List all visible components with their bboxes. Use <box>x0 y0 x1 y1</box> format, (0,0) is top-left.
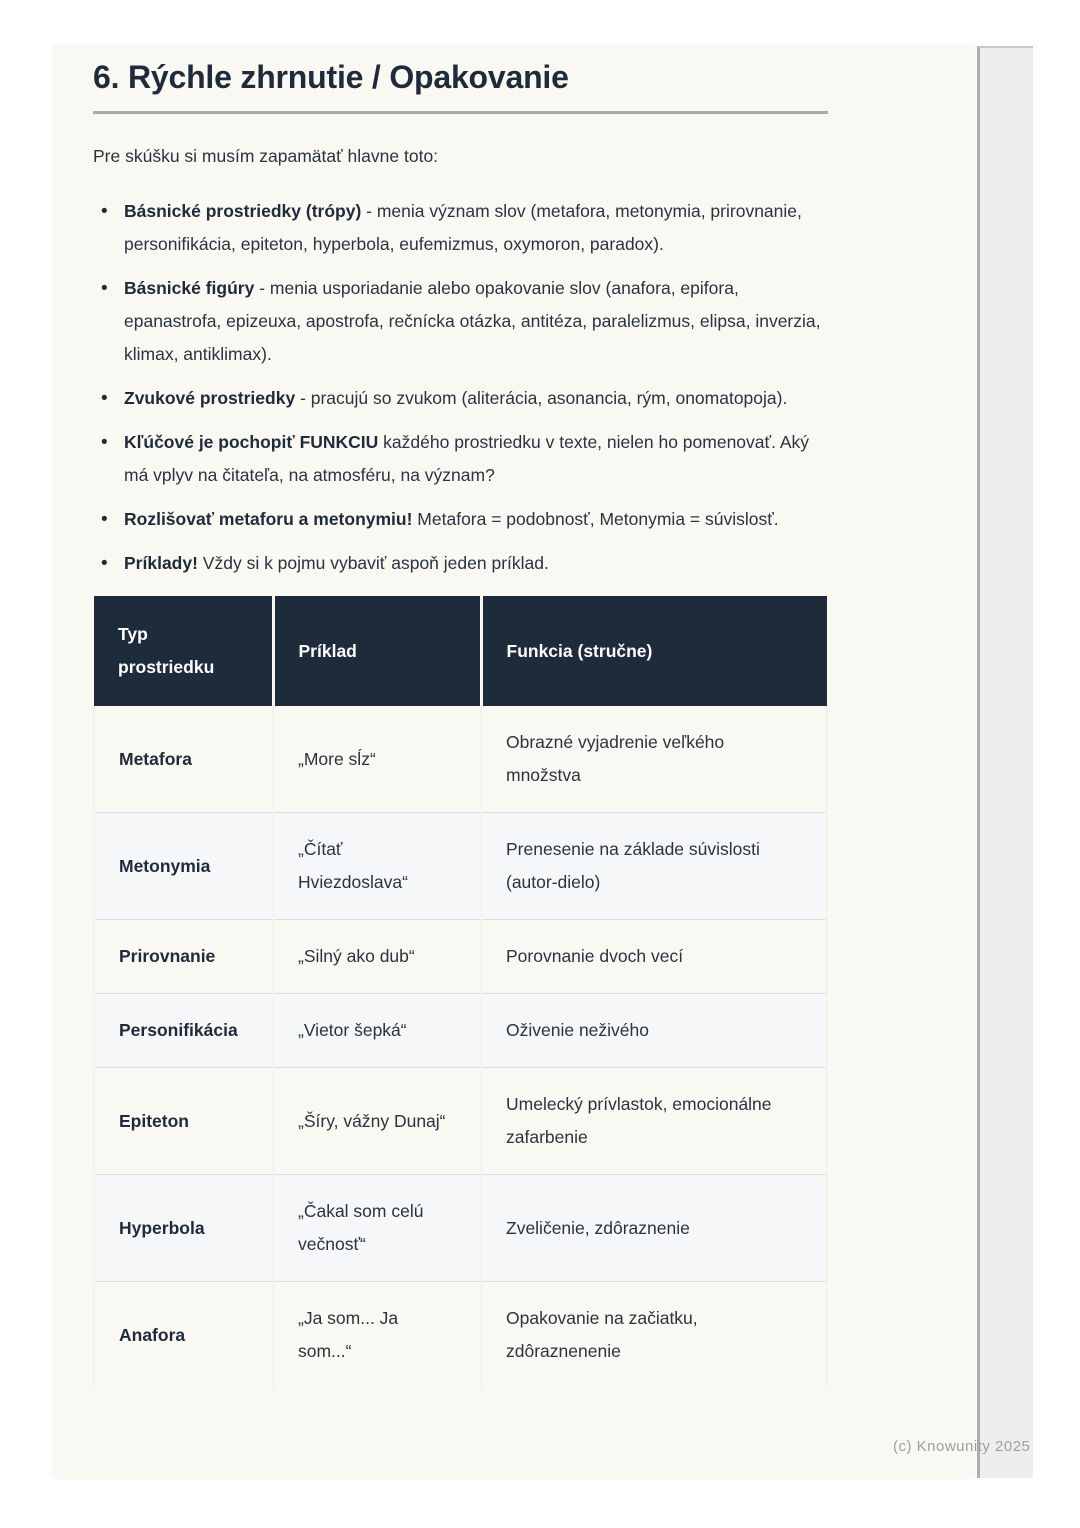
table-row <box>94 706 827 813</box>
tropes-table <box>93 596 828 1388</box>
cell-function: Zveličenie, zdôraznenie <box>481 1175 827 1282</box>
cell-function: Oživenie neživého <box>481 994 827 1068</box>
list-item-text: - pracujú so zvukom (aliterácia, asonancia, rým, onomatopoja). <box>295 388 788 408</box>
table-header-type: Typ prostriedku <box>94 596 273 706</box>
cell-type: Epiteton <box>94 1068 273 1175</box>
list-item-text: Vždy si k pojmu vybaviť aspoň jeden príklad. <box>197 553 549 573</box>
cell-function: Obrazné vyjadrenie veľkého množstva <box>481 706 827 813</box>
table-row <box>94 1068 827 1175</box>
document-page <box>53 45 975 1478</box>
summary-list <box>93 195 828 580</box>
table-header-example: Príklad <box>273 596 481 706</box>
cell-type: Metonymia <box>94 813 273 920</box>
table-row <box>94 920 827 994</box>
cell-example: „More sĺz“ <box>273 706 481 813</box>
cell-type: Prirovnanie <box>94 920 273 994</box>
table-header-function: Funkcia (stručne) <box>481 596 827 706</box>
list-item-lead: Básnické figúry <box>124 278 255 298</box>
cell-function: Umelecký prívlastok, emocionálne zafarbenie <box>481 1068 827 1175</box>
cell-function: Prenesenie na základe súvislosti (autor-dielo) <box>481 813 827 920</box>
intro-text: Pre skúšku si musím zapamätať hlavne toto: <box>93 146 439 166</box>
cell-example: „Vietor šepká“ <box>273 994 481 1068</box>
list-item-text: každého prostriedku v texte, nielen ho pomenovať. Aký má vplyv na čitateľa, na atmosféru, na význam? <box>124 432 810 485</box>
cell-type: Anafora <box>94 1282 273 1389</box>
list-item <box>93 426 828 492</box>
cell-example: „Čakal som celú večnosť“ <box>273 1175 481 1282</box>
table-row <box>94 994 827 1068</box>
cell-example: „Čítať Hviezdoslava“ <box>273 813 481 920</box>
list-item <box>93 503 828 536</box>
list-item-lead: Kľúčové je pochopiť FUNKCIU <box>124 432 379 452</box>
title-divider <box>93 111 828 114</box>
list-item-text: - menia význam slov (metafora, metonymia, prirovnanie, personifikácia, epiteton, hyperbola, eufemizmus, oxymoron, paradox). <box>124 201 802 254</box>
list-item <box>93 382 828 415</box>
table-row <box>94 813 827 920</box>
next-page-edge <box>977 46 1033 1478</box>
cell-example: „Šíry, vážny Dunaj“ <box>273 1068 481 1175</box>
list-item <box>93 195 828 261</box>
list-item <box>93 272 828 371</box>
watermark-text: (c) Knowunity 2025 <box>893 1438 1031 1455</box>
cell-type: Metafora <box>94 706 273 813</box>
page-title: 6. Rýchle zhrnutie / Opakovanie <box>93 59 569 95</box>
table-row <box>94 1175 827 1282</box>
cell-type: Personifikácia <box>94 994 273 1068</box>
list-item-text: - menia usporiadanie alebo opakovanie slov (anafora, epifora, epanastrofa, epizeuxa, apostrofa, rečnícka otázka, antitéza, paralelizmus, elipsa, inverzia, klimax, antiklimax). <box>124 278 821 364</box>
list-item-lead: Rozlišovať metaforu a metonymiu! <box>124 509 413 529</box>
cell-function: Porovnanie dvoch vecí <box>481 920 827 994</box>
list-item-lead: Príklady! <box>124 553 198 573</box>
cell-function: Opakovanie na začiatku, zdôraznenenie <box>481 1282 827 1389</box>
list-item <box>93 547 828 580</box>
table-row <box>94 1282 827 1389</box>
list-item-text: Metafora = podobnosť, Metonymia = súvislosť. <box>412 509 779 529</box>
cell-example: „Silný ako dub“ <box>273 920 481 994</box>
list-item-lead: Zvukové prostriedky <box>124 388 296 408</box>
cell-example: „Ja som... Ja som...“ <box>273 1282 481 1389</box>
cell-type: Hyperbola <box>94 1175 273 1282</box>
list-item-lead: Básnické prostriedky (trópy) <box>124 201 362 221</box>
table-header-row <box>94 596 827 706</box>
